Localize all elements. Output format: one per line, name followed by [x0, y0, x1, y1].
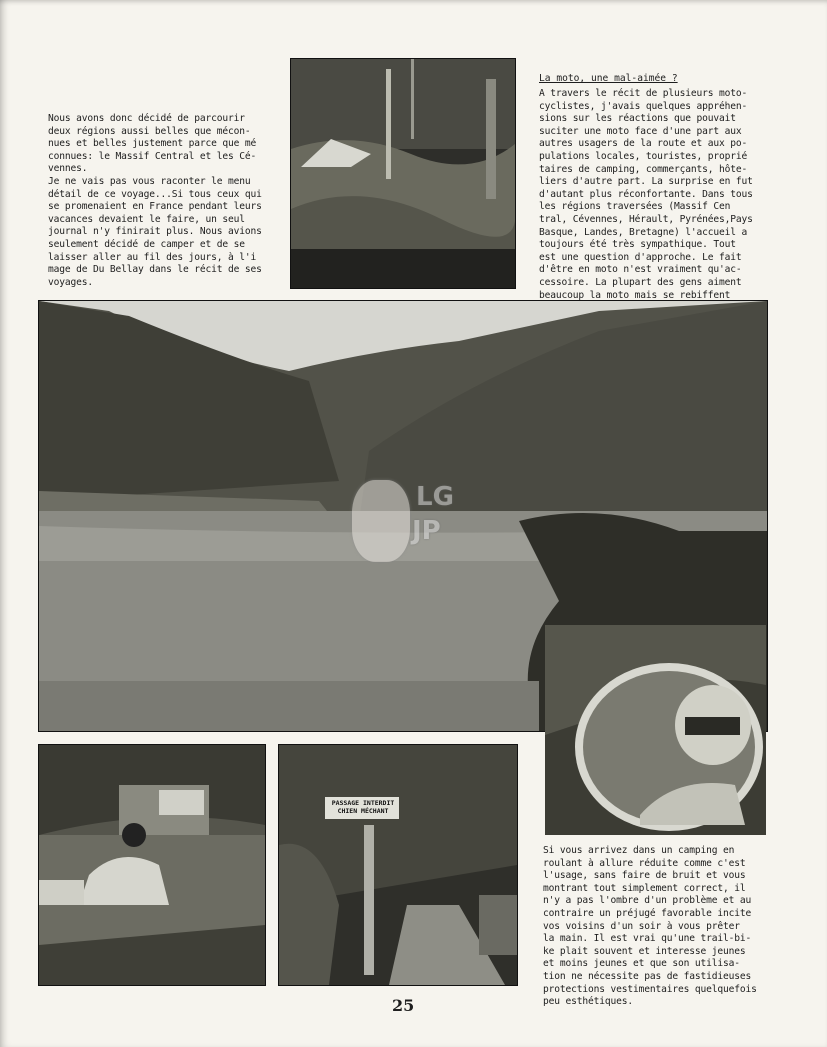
camping-line: n'y a pas l'ombre d'un problème et au	[543, 895, 752, 907]
sidebar-line: suciter une moto face d'une part aux	[539, 125, 742, 137]
intro-line: Je ne vais pas vous raconter le menu	[48, 175, 251, 187]
sidebar-line: cyclistes, j'avais quelques appréhen-	[539, 100, 748, 112]
sidebar-line: autres usagers de la route et aux po-	[539, 138, 748, 150]
intro-line: Nous avons donc décidé de parcourir	[48, 113, 245, 124]
intro-line: détail de ce voyage...Si tous ceux qui	[48, 188, 262, 200]
sidebar-line: d'être en moto n'est vraiment qu'ac-	[539, 264, 742, 276]
intro-line: deux régions aussi belles que mécon-	[48, 125, 251, 137]
intro-line: connues: le Massif Central et les Cé-	[48, 150, 257, 162]
sign-line-2: CHIEN MÉCHANT	[337, 807, 389, 815]
sidebar-line: tral, Cévennes, Hérault, Pyrénées,Pays	[539, 213, 753, 225]
camping-line: ke plait souvent et interesse jeunes	[543, 945, 746, 957]
sidebar-line: taires de camping, commerçants, hôte-	[539, 163, 748, 175]
intro-text	[48, 113, 262, 289]
sidebar-line: pulations locales, touristes, proprié	[539, 150, 748, 162]
intro-line: journal n'y finirait plus. Nous avions	[48, 226, 262, 238]
camping-line: vos voisins d'un soir à vous prêter	[543, 920, 740, 932]
camping-line: protections vestimentaires quelquefois	[543, 983, 757, 995]
watermark-letters-top: LG	[416, 482, 454, 512]
sign-text	[327, 799, 399, 815]
intro-line: voyages.	[48, 276, 94, 288]
sidebar-line: A travers le récit de plusieurs moto-	[539, 88, 748, 99]
camping-text	[543, 845, 757, 1009]
intro-line: vacances devaient le faire, un seul	[48, 213, 245, 225]
sidebar-line: liers d'autre part. La surprise en fut	[539, 176, 753, 188]
sidebar-line: d'autant plus réconfortante. Dans tous	[539, 188, 753, 200]
sidebar-line: beaucoup la moto mais se rebiffent	[539, 289, 731, 301]
intro-line: mage de Du Bellay dans le récit de ses	[48, 264, 262, 276]
watermark	[350, 480, 480, 570]
sidebar-heading: La moto, une mal-aimée ?	[539, 73, 678, 84]
page-number: 25	[392, 996, 415, 1015]
camping-line: peu esthétiques.	[543, 996, 634, 1008]
sidebar-line: toujours été très sympathique. Tout	[539, 239, 736, 251]
camping-line: la main. Il est vrai qu'une trail-bi-	[543, 933, 752, 945]
intro-line: laisser aller au fil des jours, à l'i	[48, 251, 257, 263]
camping-line: roulant à allure réduite comme c'est	[543, 857, 746, 869]
camping-line: Si vous arrivez dans un camping en	[543, 845, 735, 856]
sidebar-line: sions sur les réactions que pouvait	[539, 113, 736, 125]
sidebar-text	[539, 88, 753, 327]
intro-line: nues et belles justement parce que mé	[48, 138, 257, 150]
intro-line: se promenaient en France pendant leurs	[48, 201, 262, 213]
camping-line: l'usage, sans faire de bruit et vous	[543, 870, 746, 882]
intro-line: vennes.	[48, 163, 88, 175]
sign-line-1: PASSAGE INTERDIT	[331, 799, 395, 807]
photo-mirror-reflection	[545, 625, 766, 835]
watermark-letters-bottom: JP	[412, 516, 441, 546]
photo-tent-forest	[290, 58, 516, 289]
sidebar-line: est une question d'approche. Le fait	[539, 251, 742, 263]
photo-bridge-sign	[278, 744, 518, 986]
camping-line: montrant tout simplement correct, il	[543, 882, 746, 894]
camping-line: tion ne nécessite pas de fastidieuses	[543, 970, 752, 982]
watermark-portrait-icon	[352, 480, 410, 562]
intro-line: seulement décidé de camper et de se	[48, 238, 245, 250]
sidebar-line: cessoire. La plupart des gens aiment	[539, 276, 742, 288]
sidebar-line: Basque, Landes, Bretagne) l'accueil a	[539, 226, 748, 238]
photo-motorbike-grass	[38, 744, 266, 986]
camping-line: contraire un préjugé favorable incite	[543, 907, 752, 919]
sidebar-line: les régions traversées (Massif Cen	[539, 201, 731, 213]
camping-line: et moins jeunes et que son utilisa-	[543, 958, 740, 970]
